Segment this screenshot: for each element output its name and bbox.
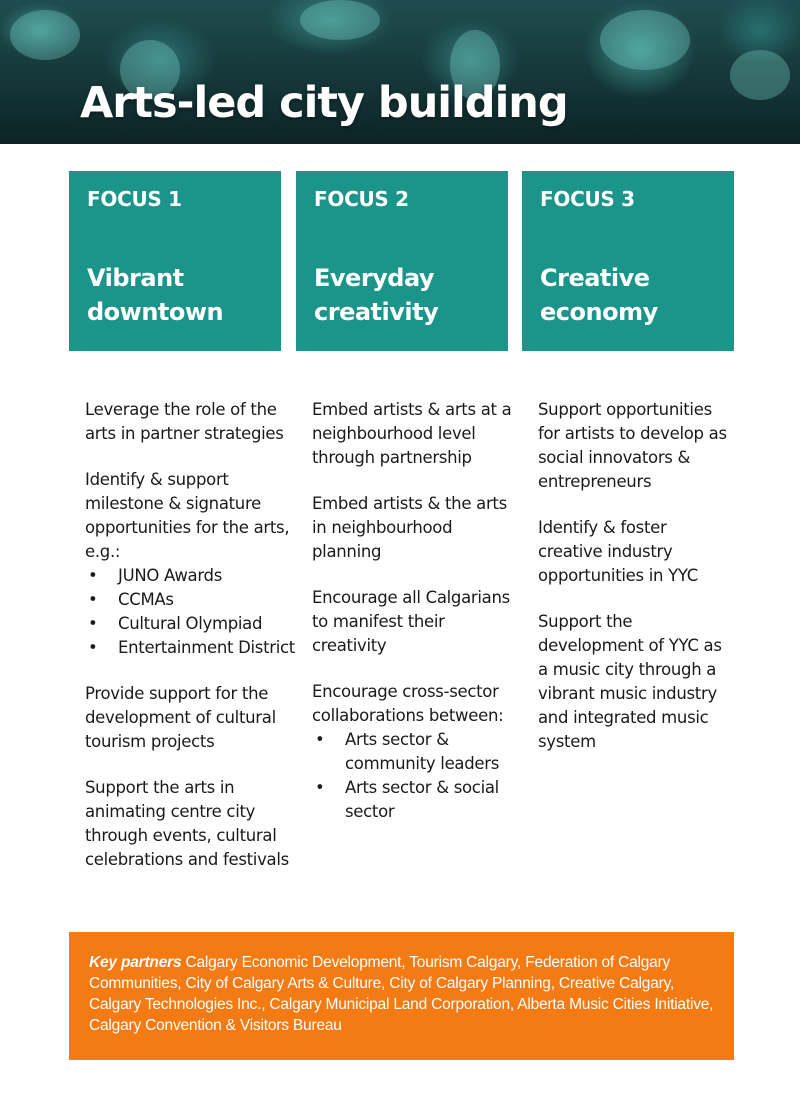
focus-title-line: Everyday [314, 264, 435, 292]
hero-banner [0, 0, 800, 144]
bullet-list [85, 564, 300, 660]
bullet-item [85, 564, 300, 588]
bullet-text: JUNO Awards [118, 566, 223, 585]
bullet-item [85, 636, 300, 660]
key-partners-text: Calgary Economic Development, Tourism Calgary, Federation of Calgary Communities, City of Calgary Arts & Culture, City of Calgary Planning, Creative Calgary, Calgary Technologies Inc., Calgary Municipal Land Corporation, Alberta Music Cities Initiative, Calgary Convention & Visitors Bureau [89, 954, 714, 1034]
bullet-text: Arts sector & community leaders [345, 730, 500, 773]
bullet-text: CCMAs [118, 590, 174, 609]
bullet-icon: • [315, 730, 325, 749]
action-item: Support the development of YYC as a music city through a vibrant music industry and integrated music system [538, 612, 722, 751]
action-item: Provide support for the development of cultural tourism projects [85, 684, 276, 751]
action-item: Identify & foster creative industry opportunities in YYC [538, 518, 698, 585]
bullet-item [312, 776, 517, 824]
focus-label: FOCUS 1 [87, 187, 182, 211]
action-item: Leverage the role of the arts in partner strategies [85, 400, 284, 443]
bullet-icon: • [88, 566, 98, 585]
action-item: Embed artists & the arts in neighbourhood planning [312, 494, 507, 561]
key-partners-label: Key partners [89, 954, 182, 971]
bullet-icon: • [88, 614, 98, 633]
focus-2-actions [312, 398, 517, 846]
page-title: Arts-led city building [80, 78, 568, 128]
bullet-icon: • [88, 590, 98, 609]
bullet-text: Cultural Olympiad [118, 614, 263, 633]
action-item: Embed artists & arts at a neighbourhood level through partnership [312, 400, 512, 467]
focus-label: FOCUS 2 [314, 187, 409, 211]
action-item: Encourage all Calgarians to manifest their creativity [312, 588, 510, 655]
action-item: Encourage cross-sector collaborations between: [312, 682, 504, 725]
focus-title-line: creativity [314, 298, 439, 326]
bullet-list [312, 728, 517, 824]
focus-card-3 [522, 171, 734, 351]
focus-title [87, 261, 263, 329]
focus-card-1 [69, 171, 281, 351]
bullet-item [85, 588, 300, 612]
action-item: Support opportunities for artists to develop as social innovators & entrepreneurs [538, 400, 727, 491]
focus-3-actions [538, 398, 728, 776]
focus-1-actions [85, 398, 300, 894]
bullet-icon: • [315, 778, 325, 797]
bullet-text: Entertainment District [118, 638, 295, 657]
bullet-item [85, 612, 300, 636]
focus-title [540, 261, 716, 329]
focus-card-2 [296, 171, 508, 351]
focus-title-line: economy [540, 298, 658, 326]
focus-label: FOCUS 3 [540, 187, 635, 211]
bullet-item [312, 728, 517, 776]
focus-title-line: downtown [87, 298, 224, 326]
action-item: Support the arts in animating centre city through events, cultural celebrations and festivals [85, 778, 289, 869]
focus-title-line: Creative [540, 264, 650, 292]
focus-title-line: Vibrant [87, 264, 184, 292]
bullet-text: Arts sector & social sector [345, 778, 499, 821]
action-item: Identify & support milestone & signature opportunities for the arts, e.g.: [85, 470, 290, 561]
bullet-icon: • [88, 638, 98, 657]
focus-title [314, 261, 490, 329]
key-partners-panel [69, 932, 734, 1060]
